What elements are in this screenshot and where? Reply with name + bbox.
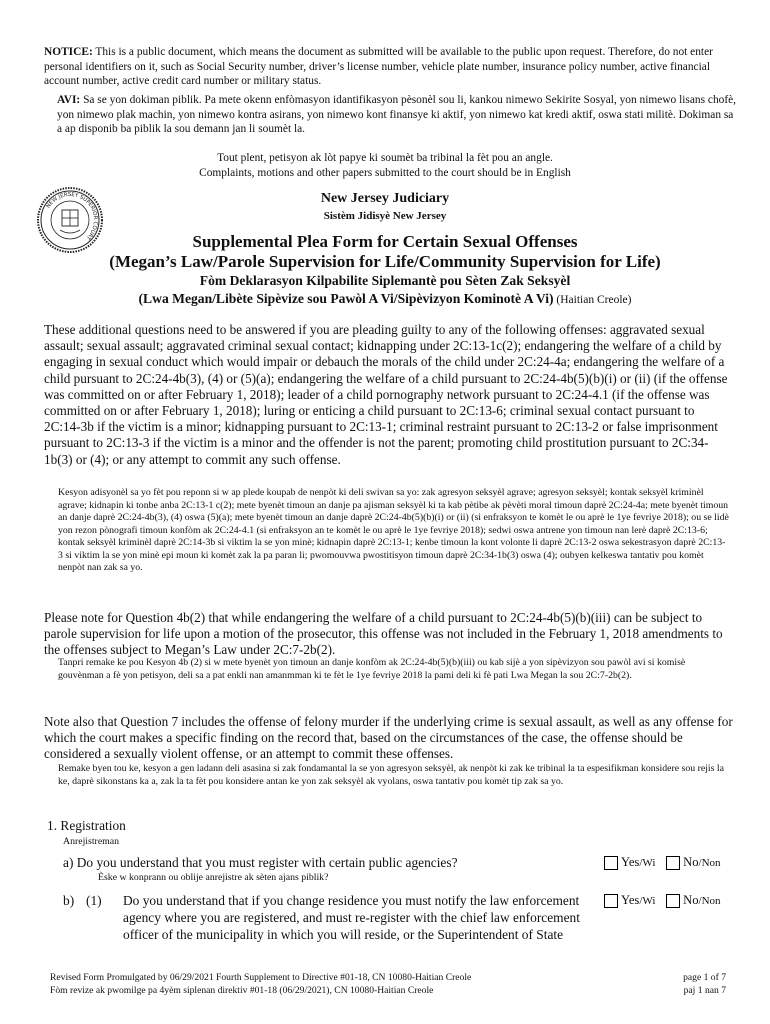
question-1a: a) Do you understand that you must register with certain public agencies? <box>63 855 458 870</box>
question-7-note-creole: Remake byen tou ke, kesyon a gen ladann deli asasina si zak fondamantal la se yon agresyon seksyèl, ak nenpòt ki zak ke tribinal la ta espesifikman konsidere sou rejis la ke, daprè sikonstans ka a, zak la ta fèt pou konsidere antan ke yon zak seksyèl ak vyolans, oswa tantativ pou komèt tip zak sa yo. <box>58 763 724 787</box>
question-4b2-note-creole: Tanpri remake ke pou Kesyon 4b (2) si w mete byenèt yon timoun an danje konfòm ak 2C:24-4b(5)(b)(iii) ou kab sijè a yon sipèvizyon sou pawòl avi si komisè gouvènman a fè yon petisyon, deli sa a pat enkli nan amanmman ki te fèt le 1ye fevriye 2018 la pami deli ki fè pati Lwa Megan la sou 2C:7-2b(2). <box>58 657 686 681</box>
footer-left <box>50 972 471 997</box>
question-1b1-number: (1) <box>86 893 102 908</box>
section-registration-title-creole: Anrejistreman <box>63 836 120 847</box>
no-label: No <box>683 855 699 869</box>
notice-english <box>44 45 734 89</box>
no-label: No <box>683 893 699 907</box>
form-subtitle: (Megan’s Law/Parole Supervision for Life/Community Supervision for Life) <box>109 252 661 271</box>
question-1b1-yes[interactable] <box>604 893 655 908</box>
question-1b1-no[interactable] <box>666 893 720 908</box>
court-language-notice <box>0 151 770 181</box>
page-number: page 1 of 7 <box>683 972 726 983</box>
question-1b-label: b) <box>63 893 75 908</box>
form-subtitle-creole <box>0 291 770 307</box>
question-1a-options <box>604 855 729 873</box>
court-notice-english: Complaints, motions and other papers submitted to the court should be in English <box>199 167 571 179</box>
offenses-paragraph-creole: Kesyon adisyonèl sa yo fèt pou reponn si w ap plede koupab de nenpòt ki deli swivan sa yo: zak agresyon seksyèl agrave; agresyon seksyèl; kontak seksyèl kriminèl agrave; kidnapin ki tonbe anba 2C:13-1 c(2); mete byenèt timoun an danje pa ajisman seksyèl ki ta kab pètibe ak pèvèti moral timoun daprè 2C:24-4a; mete byenèt timoun an danje daprè 2C:24-4b(3), (4) oswa (5)(a); mete byenèt timoun an danje daprè 2C:24-4b(5)(b)(i) or (ii) (si enfraksyon te komèt le ou aprè le 1ye fevriye 2018); ou se lidè yon rezon pònografi timoun konfòm ak 2C:24-4.1 (si enfraksyon an te komèt le ou aprè le 1ye fevriye 2018); sedwi oswa antrene yon timoun nan lerè daprè 2C:13-6; kontak seksyèl kriminèl daprè 2C:14-3b si viktim la se yon minè; kidnapin daprè 2C:13-1; kenbe timoun la kont volonte li daprè 2C:13-2 oswa sekestrasyon daprè 2C:13-3 si viktim la se yon minè epi moun ki komèt zak la pa paran li; pwomouvwa pwostitisyon timoun daprè 2C:34-1b(3) oswa (4); oubyen kelkeswa tantativ pou komèt nenpòt nan zak sa yo. <box>58 487 729 573</box>
footer-right <box>683 972 726 997</box>
question-1b1-text: Do you understand that if you change residence you must notify the law enforcement agency where you are registered, and must re-register with the chief law enforcement officer of the municipality in which you will reside, or the Superintendent of State <box>123 893 580 942</box>
question-1b1-options <box>604 893 729 911</box>
avi-label: AVI: <box>57 94 81 106</box>
page-number-creole: paj 1 nan 7 <box>683 984 726 996</box>
footer-revision-creole: Fòm revize ak pwomilge pa 4yèm siplenan direktiv #01-18 (06/29/2021), CN 10080-Haitian Creole <box>50 984 434 996</box>
offenses-paragraph: These additional questions need to be answered if you are pleading guilty to any of the following offenses: aggravated sexual assault; sexual assault; aggravated criminal sexual contact; kidnapping under 2C:13-1c(2); endangering the welfare of a child by engaging in sexual conduct which would impair or debauch the morals of the child under 2C:24-4a; endangering the welfare of a child pursuant to 2C:24-4b(3), (4) or (5)(a); endangering the welfare of a child pursuant to 2C:24-4b(5)(b)(i) or (ii) (if the offense was committed on or after February 1, 2018); leader of a child pornography network pursuant to 2C:24-4.1 (if the offense was committed on or after February 1, 2018); luring or enticing a child pursuant to 2C:13-6; criminal sexual contact pursuant to 2C:14-3b if the victim is a minor; kidnapping pursuant to 2C:13-1; criminal restraint pursuant to 2C:13-2 or false imprisonment pursuant to 2C:13-3 if the victim is a minor and the offender is not the parent; promoting child prostitution pursuant to 2C:34-1b(3) or (4); or any attempt to commit any such offense. <box>44 322 728 467</box>
no-label-creole: /Non <box>698 856 721 869</box>
yes-label-creole: /Wi <box>639 856 656 869</box>
question-1a-no[interactable] <box>666 855 720 870</box>
footer-revision: Revised Form Promulgated by 06/29/2021 Fourth Supplement to Directive #01-18, CN 10080-Haitian Creole <box>50 972 472 983</box>
notice-text: This is a public document, which means the document as submitted will be available to the public upon request. Therefore, do not enter personal identifiers on it, such as Social Security number, driver’s license number, vehicle plate number, insurance policy number, active financial account number, active credit card number or military status. <box>44 46 713 88</box>
yes-label: Yes <box>621 893 640 907</box>
seal-text: NEW JERSEY SUPERIOR COURT <box>45 191 99 241</box>
question-1a-creole: Èske w konprann ou oblije anrejistre ak sèten ajans piblik? <box>98 872 329 883</box>
notice-creole <box>57 93 737 137</box>
form-title-creole: Fòm Deklarasyon Kilpabilite Siplemantè pou Sèten Zak Seksyèl <box>199 273 571 288</box>
section-registration-title: 1. Registration <box>47 818 126 833</box>
language-label: (Haitian Creole) <box>553 294 632 306</box>
question-4b2-note: Please note for Question 4b(2) that while endangering the welfare of a child pursuant to 2C:24-4b(5)(b)(iii) can be subject to parole supervision for life upon a motion of the prosecutor, this offense was not included in the February 1, 2018 amendments to the offenses subject to Megan’s Law under 2C:7-2b(2). <box>44 610 723 658</box>
organization-name: New Jersey Judiciary <box>320 191 450 206</box>
question-7-note: Note also that Question 7 includes the offense of felony murder if the underlying crime is sexual assault, as well as any offense for which the court makes a specific finding on the record that, based on the circumstances of the case, the offense should be considered a sexually violent offense, or an attempt to commit these offenses. <box>44 714 733 762</box>
organization-name-creole: Sistèm Jidisyè New Jersey <box>323 210 447 222</box>
no-label-creole: /Non <box>698 894 721 907</box>
checkbox-icon[interactable] <box>666 856 680 870</box>
yes-label-creole: /Wi <box>639 894 656 907</box>
question-1a-yes[interactable] <box>604 855 655 870</box>
court-notice-creole: Tout plent, petisyon ak lòt papye ki soumèt ba tribinal la fèt pou an angle. <box>217 152 553 164</box>
avi-text: Sa se yon dokiman piblik. Pa mete okenn enfòmasyon idantifikasyon pèsonèl sou li, kankou nimewo Sekirite Sosyal, yon nimewo lisans chofè, yon nimewo plak machin, yon nimewo kontra asirans, yon nimewo kont finansye ki aktif, yon nimewo kat kredi aktif, oswa stati militè. Dokiman sa a ap disponib ba piblik la sou demann jan li soumèt la. <box>57 94 737 136</box>
checkbox-icon[interactable] <box>604 856 618 870</box>
form-title: Supplemental Plea Form for Certain Sexual Offenses <box>192 232 578 251</box>
notice-label: NOTICE: <box>44 46 93 58</box>
yes-label: Yes <box>621 855 640 869</box>
checkbox-icon[interactable] <box>604 894 618 908</box>
checkbox-icon[interactable] <box>666 894 680 908</box>
subtitle-creole-text: (Lwa Megan/Libète Sipèvize sou Pawòl A Vi/Sipèvizyon Kominotè A Vi) <box>138 291 554 306</box>
